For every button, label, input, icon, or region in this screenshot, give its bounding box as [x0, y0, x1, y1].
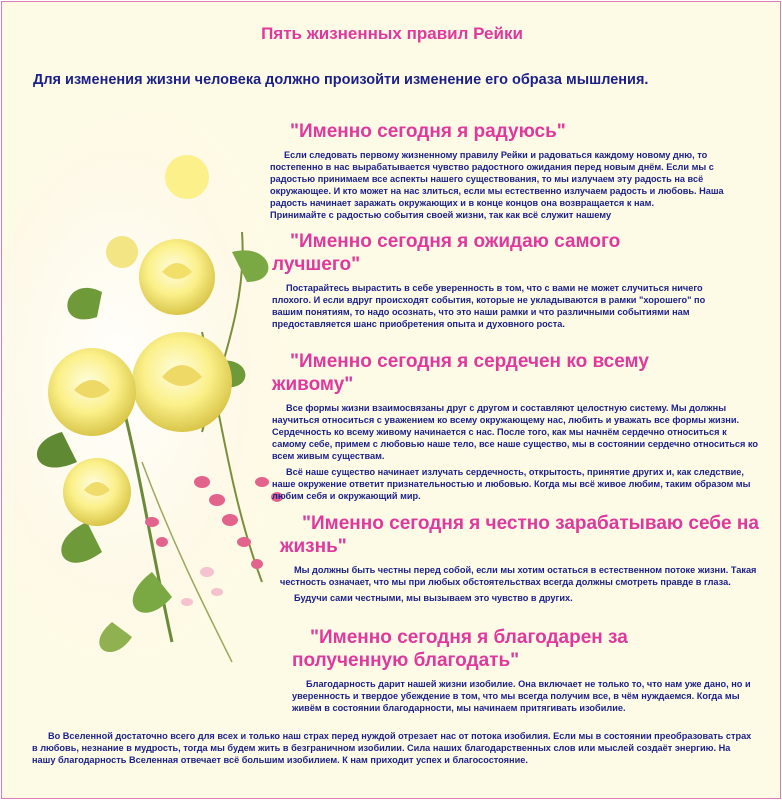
section-heading: "Именно сегодня я честно зарабатываю себе на жизнь": [280, 513, 759, 557]
section-rule-4: [280, 512, 770, 604]
closing-text: Во Вселенной достаточно всего для всех и только наш страх перед нуждой отрезает нас от потока изобилия. Если мы в состоянии преобразовать страх в любовь, незнание в мудрость, тогда мы будем жить в безграничном изобилии. Сила наших благодарственных слов или мыслей создаёт энергию. На нашу благодарность Вселенная отвечает всё большим изобилием. К нам приходит успех и благосостояние.: [32, 731, 752, 765]
section-heading: "Именно сегодня я благодарен за полученную благодать": [292, 627, 628, 671]
section-paragraph: Принимайте с радостью события своей жизни, так как всё служит нашему: [270, 210, 612, 220]
section-paragraph: Всё наше существо начинает излучать сердечность, открытость, принятие других и, как следствие, наше окружение ответит признательностью и любовью. Когда мы всё живое любим, таким образом мы любим себя и окружающий мир.: [272, 467, 751, 501]
section-rule-2: [272, 230, 732, 330]
page-frame: [1, 1, 781, 799]
intro-text: Для изменения жизни человека должно произойти изменение его образа мышления.: [33, 72, 649, 88]
page-title: Пять жизненных правил Рейки: [261, 24, 523, 43]
section-paragraph: Все формы жизни взаимосвязаны друг с другом и составляют целостную систему. Мы должны научиться относиться с уважением ко всему окружающему нас, любить и уважать все формы жизни. Сердечность ко всему живому начинается с нас. После того, как мы начнём сердечно относиться к самому себе, примем с любовью наше тело, все наше существо, мы в состоянии сердечно относиться ко всем живым существам.: [272, 403, 759, 461]
section-heading: "Именно сегодня я ожидаю самого лучшего": [272, 231, 621, 275]
section-paragraph: Если следовать первому жизненному правилу Рейки и радоваться каждому новому дню, то постепенно в нас вырабатывается чувство радостного ожидания перед новым днём. Если мы с радостью принимаем все аспекты нашего существования, то мы излучаем эту радость на всё окружающее. И кто может на нас злиться, если мы естественно излучаем радость и любовь. Наша радость начинает заражать окружающих и в конце концов она возвращается к нам.: [270, 150, 724, 208]
section-rule-3: [272, 350, 762, 502]
section-paragraph: Мы должны быть честны перед собой, если мы хотим остаться в естественном потоке жизни. Такая честность означает, что мы при любых обстоятельствах всегда должны смотреть правде в глаза.: [280, 565, 757, 587]
section-heading: "Именно сегодня я радуюсь": [290, 121, 566, 142]
section-rule-5: [292, 626, 762, 714]
section-paragraph: Будучи сами честными, мы вызываем это чувство в других.: [294, 593, 573, 603]
section-paragraph: Постарайтесь вырастить в себе уверенность в том, что с вами не может случиться ничего плохого. И если вдруг происходят события, которые не укладываются в рамки "хорошего" по вашим понятиям, то надо осознать, что это наши рамки и что различными событиями нам предоставляется шанс приобретения опыта и духовного роста.: [272, 283, 706, 329]
section-heading: "Именно сегодня я сердечен ко всему живому": [272, 351, 649, 395]
section-paragraph: Благодарность дарит нашей жизни изобилие. Она включает не только то, что нам уже дано, но и уверенность и твердое убеждение в том, что мы всегда получим все, в чём нуждаемся. Когда мы живём в состоянии благодарности, мы начинаем притягивать изобилие.: [292, 679, 751, 713]
section-rule-1: [270, 120, 750, 221]
